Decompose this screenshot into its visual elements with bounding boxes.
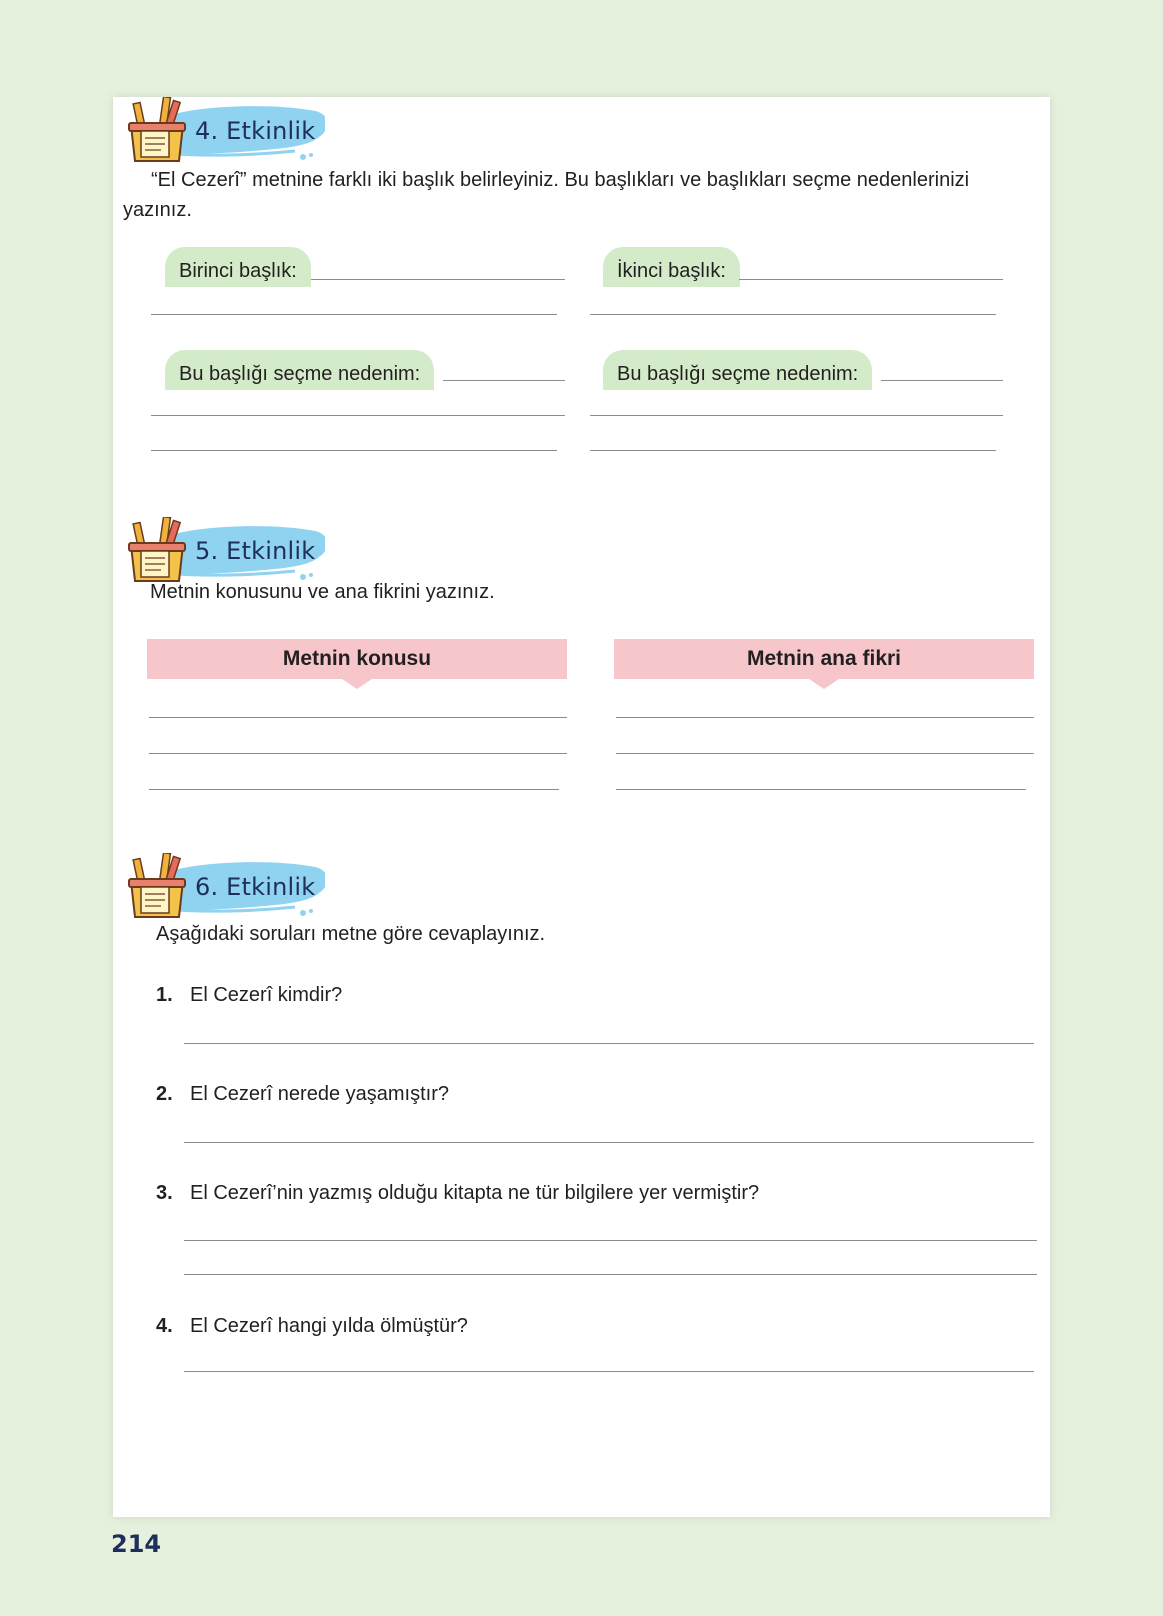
question-3-answer-line[interactable]: [184, 1240, 1037, 1241]
question-3-answer-line[interactable]: [184, 1274, 1037, 1275]
second-title-answer-line[interactable]: [590, 314, 996, 315]
question-text: El Cezerî’nin yazmış olduğu kitapta ne tür bilgilere yer vermiştir?: [190, 1182, 760, 1204]
reason-right-answer-line[interactable]: [590, 450, 996, 451]
activity5-title: 5. Etkinlik: [195, 537, 316, 565]
activity4-instruction: “El Cezerî” metnine farklı iki başlık belirleyiniz. Bu başlıkları ve başlıkları seçme nedenlerinizi yazınız.: [123, 169, 970, 221]
activity6-title: 6. Etkinlik: [195, 873, 316, 901]
question-3: [156, 1182, 759, 1205]
main-idea-answer-line[interactable]: [616, 753, 1034, 754]
question-number: 3.: [156, 1182, 173, 1204]
reason-label-left: Bu başlığı seçme nedenim:: [165, 350, 434, 390]
second-title-label: İkinci başlık:: [603, 247, 740, 287]
activity4-title: 4. Etkinlik: [195, 117, 316, 145]
main-idea-answer-line[interactable]: [616, 789, 1026, 790]
reason-left-answer-line[interactable]: [443, 380, 565, 381]
question-text: El Cezerî nerede yaşamıştır?: [190, 1083, 449, 1105]
question-4: [156, 1315, 468, 1338]
question-number: 2.: [156, 1083, 173, 1105]
topic-header-label: Metnin konusu: [282, 647, 432, 670]
topic-answer-line[interactable]: [149, 753, 567, 754]
first-title-label: Birinci başlık:: [165, 247, 311, 287]
activity6-instruction: Aşağıdaki soruları metne göre cevaplayınız.: [156, 923, 546, 945]
question-text: El Cezerî hangi yılda ölmüştür?: [190, 1315, 468, 1337]
question-number: 4.: [156, 1315, 173, 1337]
topic-answer-line[interactable]: [149, 717, 567, 718]
topic-header: [147, 639, 567, 679]
activity6-badge: [125, 853, 325, 923]
page-number: 214: [111, 1530, 162, 1558]
main-idea-answer-line[interactable]: [616, 717, 1034, 718]
question-text: El Cezerî kimdir?: [190, 984, 343, 1006]
reason-left-answer-line[interactable]: [151, 415, 565, 416]
question-number: 1.: [156, 984, 173, 1006]
topic-answer-line[interactable]: [149, 789, 559, 790]
reason-label-right: Bu başlığı seçme nedenim:: [603, 350, 872, 390]
activity5-instruction: Metnin konusunu ve ana fikrini yazınız.: [150, 581, 495, 603]
question-4-answer-line[interactable]: [184, 1371, 1034, 1372]
question-2: [156, 1083, 449, 1106]
question-1-answer-line[interactable]: [184, 1043, 1034, 1044]
main-idea-header: [614, 639, 1034, 679]
first-title-answer-line[interactable]: [151, 314, 557, 315]
worksheet-page: [113, 97, 1050, 1517]
question-1: [156, 984, 342, 1007]
activity4-badge: [125, 97, 325, 167]
question-2-answer-line[interactable]: [184, 1142, 1034, 1143]
main-idea-header-label: Metnin ana fikri: [746, 647, 902, 670]
reason-right-answer-line[interactable]: [590, 415, 1003, 416]
reason-left-answer-line[interactable]: [151, 450, 557, 451]
first-title-answer-line[interactable]: [311, 279, 565, 280]
reason-right-answer-line[interactable]: [881, 380, 1003, 381]
second-title-answer-line[interactable]: [739, 279, 1003, 280]
